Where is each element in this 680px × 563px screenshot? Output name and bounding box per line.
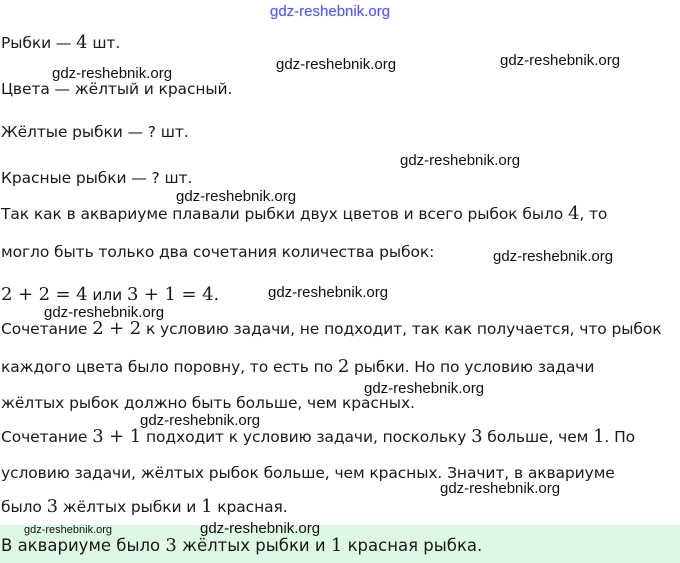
answer-text: В аквариуме было [1, 536, 166, 555]
answer-text: красная рыбка. [342, 536, 483, 555]
solution-math: 3 + 1 [92, 426, 142, 447]
watermark: gdz-reshebnik.org [140, 412, 261, 429]
watermark: gdz-reshebnik.org [176, 188, 297, 205]
solution-text: рыбки. Но по условию задачи [349, 358, 595, 376]
solution-math: 1 [593, 426, 605, 447]
watermark: gdz-reshebnik.org [493, 248, 614, 265]
solution-text: к условию задачи, не подходит, так как получается, что рыбок [141, 320, 662, 338]
solution-text: каждого цвета было поровну, то есть по [1, 358, 338, 376]
solution-text: жёлтых рыбки и [57, 498, 202, 516]
solution-p2-line2 [1, 357, 594, 377]
watermark: gdz-reshebnik.org [500, 52, 621, 69]
solution-text: подходит к условию задачи, поскольку [141, 428, 472, 446]
solution-text: Так как в аквариуме плавали рыбки двух цветов и всего рыбок было [1, 205, 568, 223]
solution-math: 3 [46, 496, 58, 517]
solution-p1-line2: могло быть только два сочетания количества рыбок: [1, 243, 435, 261]
solution-p1-line1 [1, 204, 607, 224]
answer-text: жёлтых рыбки и [176, 536, 331, 555]
given-fish-suffix: шт. [87, 34, 121, 52]
watermark: gdz-reshebnik.org [276, 56, 397, 73]
given-colors-line: Цвета — жёлтый и красный. [1, 80, 233, 98]
solution-math: 4 [567, 203, 580, 224]
answer-math: 3 [165, 535, 177, 556]
solution-equations-line [1, 285, 219, 305]
watermark: gdz-reshebnik.org [440, 480, 561, 497]
solution-text: или [87, 286, 127, 304]
watermark: gdz-reshebnik.org [44, 304, 165, 321]
watermark: gdz-reshebnik.org [400, 152, 521, 169]
equation-2: 3 + 1 = 4. [126, 284, 220, 305]
watermark-small: gdz-reshebnik.org [24, 524, 113, 536]
watermark: gdz-reshebnik.org [52, 65, 173, 82]
solution-text: больше, чем [482, 428, 594, 446]
solution-math: 3 [471, 426, 483, 447]
given-fish-num: 4 [76, 32, 88, 53]
watermark: gdz-reshebnik.org [200, 520, 321, 537]
watermark: gdz-reshebnik.org [364, 380, 485, 397]
solution-p2-line1 [1, 319, 662, 339]
answer-line [1, 536, 482, 556]
solution-text: , то [579, 205, 608, 223]
watermark: gdz-reshebnik.org [268, 284, 389, 301]
solution-math: 1 [201, 496, 213, 517]
given-red-line: Красные рыбки — ? шт. [1, 169, 193, 187]
solution-text: было [1, 498, 47, 516]
solution-math: 2 [337, 356, 350, 377]
answer-math: 1 [330, 535, 343, 556]
solution-text: . По [604, 428, 636, 446]
solution-text: Сочетание [1, 428, 93, 446]
given-fish-line [1, 33, 120, 53]
equation-1: 2 + 2 = 4 [1, 284, 88, 305]
solution-text: красная. [212, 498, 288, 516]
given-yellow-line: Жёлтые рыбки — ? шт. [1, 123, 189, 141]
given-fish-prefix: Рыбки — [1, 34, 77, 52]
watermark-top: gdz-reshebnik.org [270, 3, 391, 20]
solution-p3-line2: условию задачи, жёлтых рыбок больше, чем красных. Значит, в аквариуме [1, 464, 615, 482]
solution-text: Сочетание [1, 320, 93, 338]
solution-math: 2 + 2 [92, 318, 142, 339]
solution-p3-line3 [1, 497, 288, 517]
solution-p3-line1 [1, 427, 635, 447]
solution-p2-line3: жёлтых рыбок должно быть больше, чем красных. [1, 394, 415, 412]
